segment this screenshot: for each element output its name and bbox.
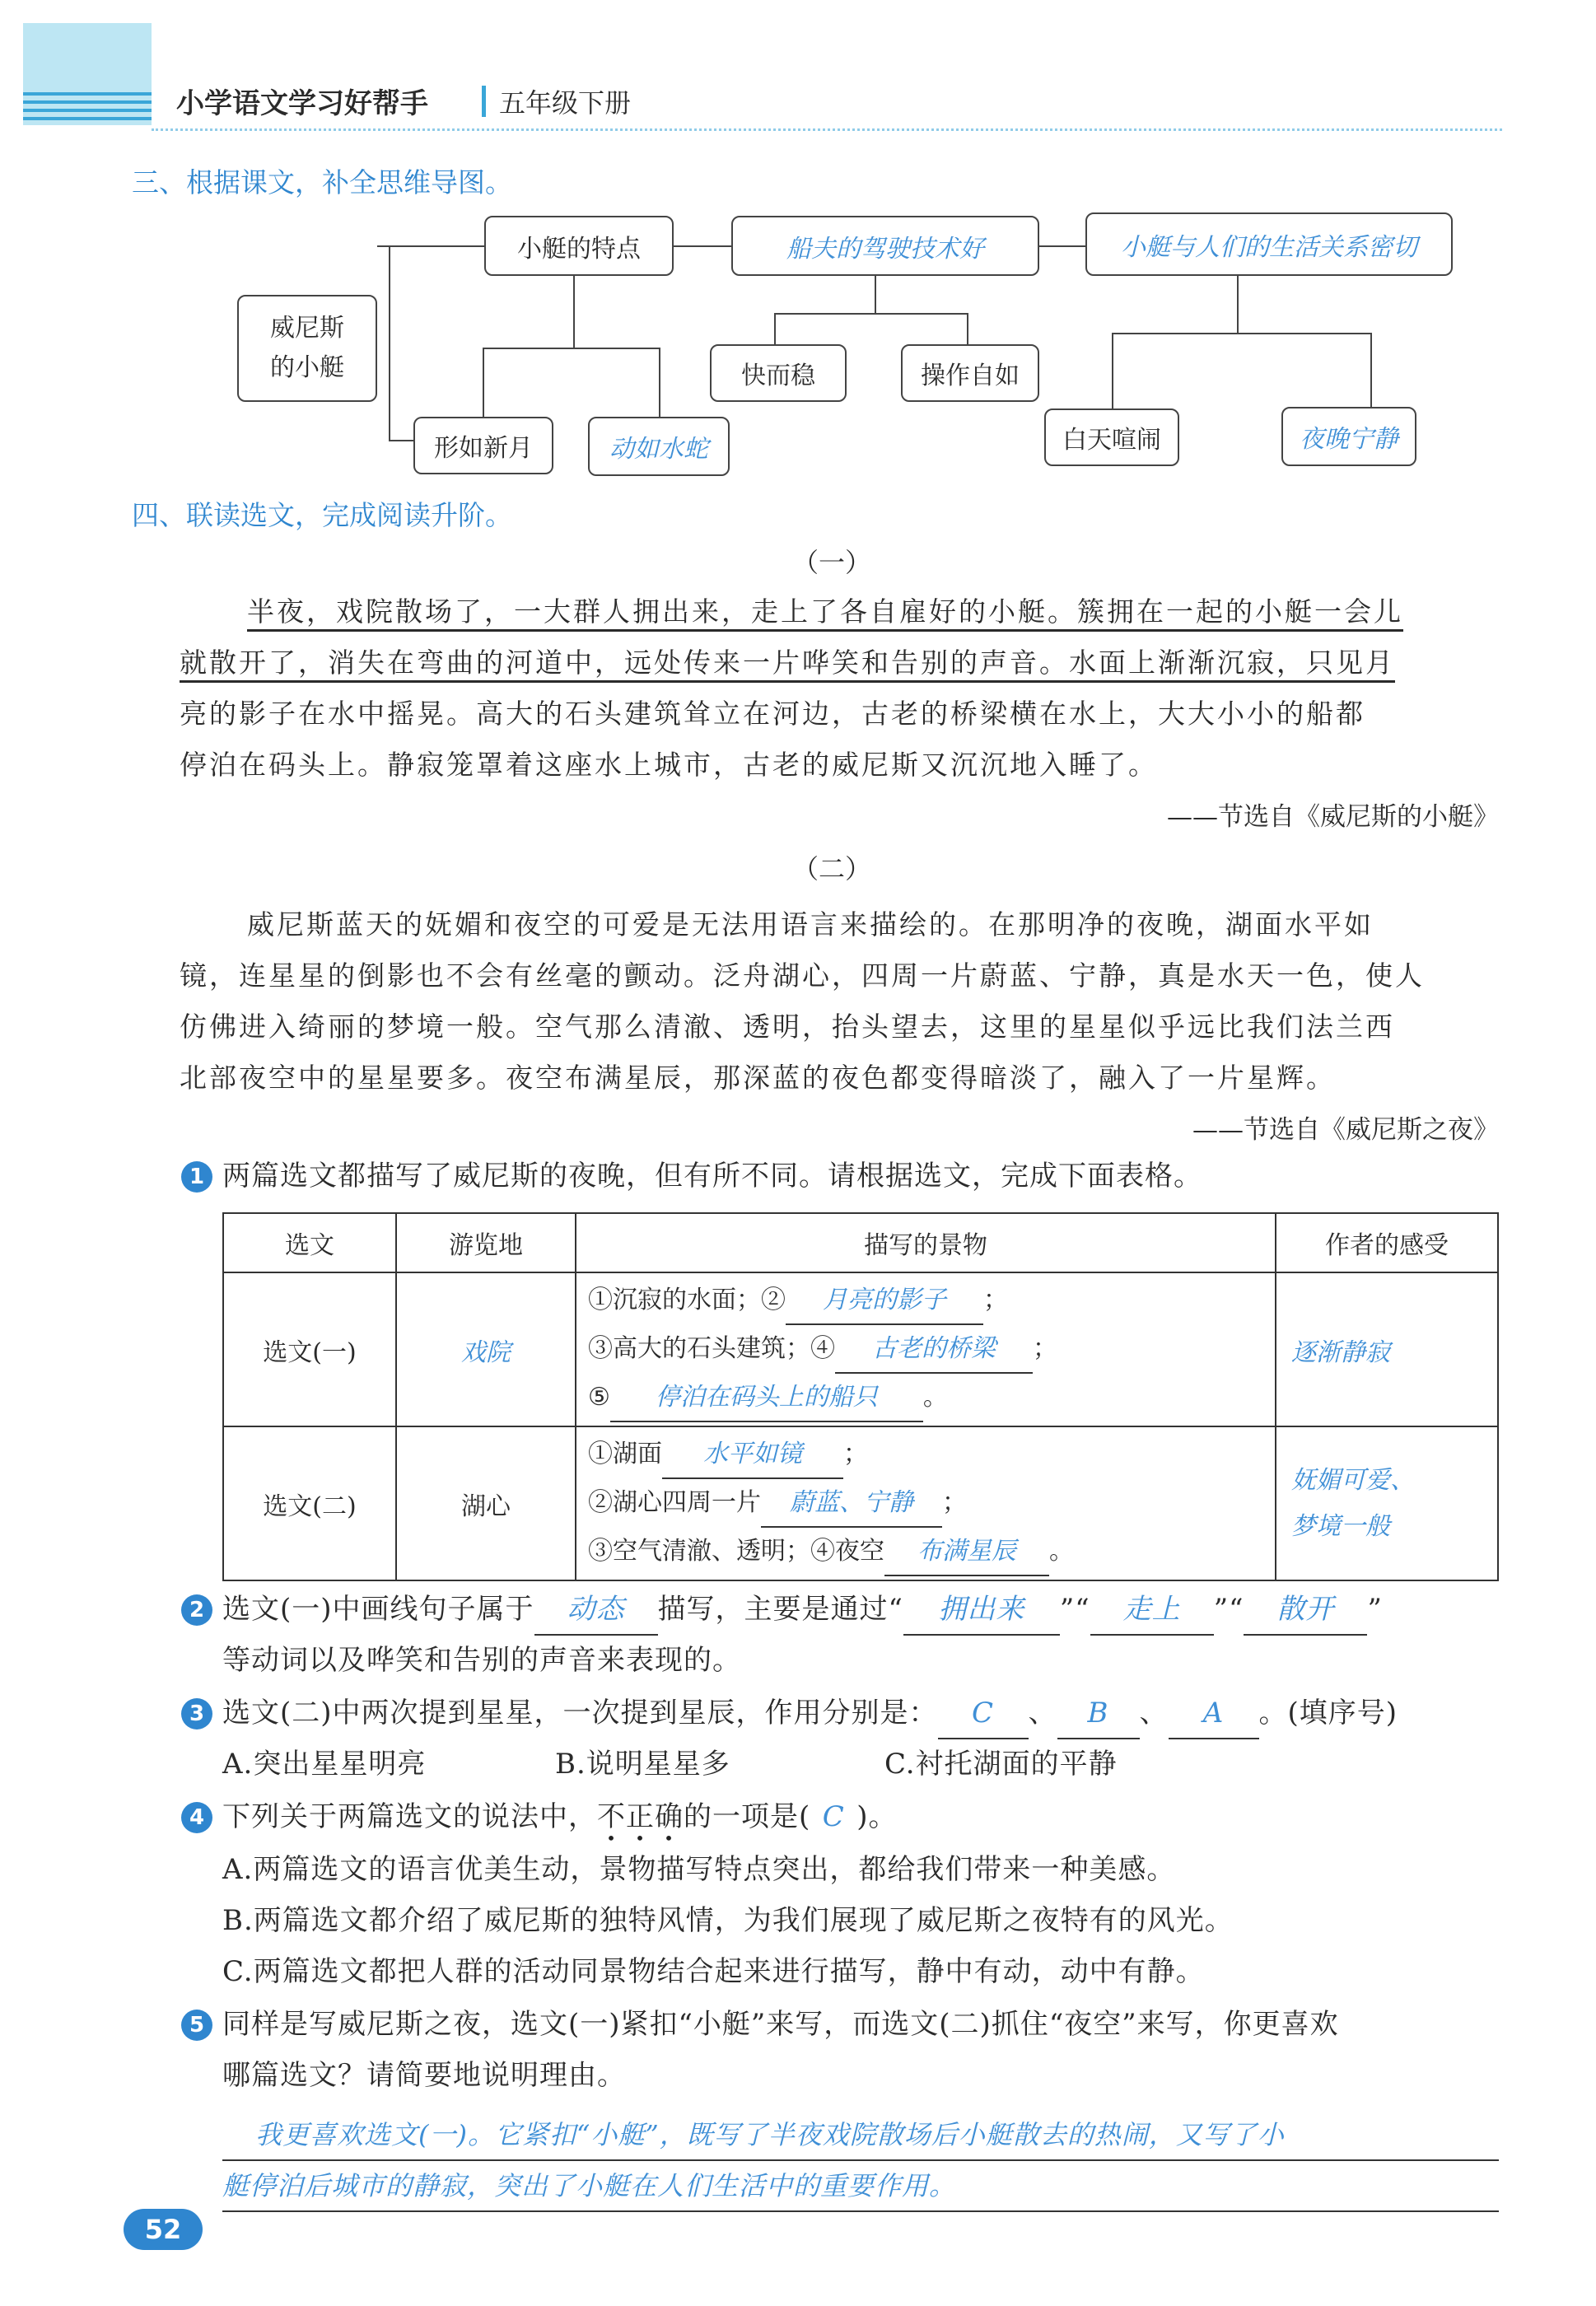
scenery-item: ②湖心四周一片 xyxy=(588,1488,761,1517)
question-2-text xyxy=(222,1585,1383,1636)
table-row xyxy=(223,1426,1498,1580)
answer-blank: 散开 xyxy=(1244,1585,1367,1636)
q4-option-a: A.两篇选文的语言优美生动，景物描写特点突出，都给我们带来一种美感。 xyxy=(222,1853,1176,1886)
question-3-text xyxy=(222,1688,1398,1739)
scenery-item: ③高大的石头建筑；④ xyxy=(588,1334,835,1363)
map-node-relation: 小艇与人们的生活关系密切 xyxy=(1085,212,1453,276)
passage-1-label: （一） xyxy=(791,547,871,578)
q4-text: 的一项是( xyxy=(684,1800,811,1833)
answer-blank: 月亮的影子 xyxy=(786,1277,983,1325)
question-5-answer-line1: 我更喜欢选文(一)。它紧扣“小艇”，既写了半夜戏院散场后小艇散去的热闹，又写了小 xyxy=(222,2110,1499,2161)
question-5-number: 5 xyxy=(181,2010,212,2041)
punct: ； xyxy=(843,1440,868,1468)
map-node-night: 夜晚宁静 xyxy=(1281,407,1416,466)
passage-2-line: 仿佛进入绮丽的梦境一般。空气那么清澈、透明，抬头望去，这里的星星似乎远比我们法兰西 xyxy=(180,1011,1395,1043)
question-2-number: 2 xyxy=(181,1594,212,1626)
map-line xyxy=(389,245,390,441)
map-node-free: 操作自如 xyxy=(901,344,1039,402)
q4-option-b: B.两篇选文都介绍了威尼斯的独特风情，为我们展现了威尼斯之夜特有的风光。 xyxy=(222,1904,1234,1937)
map-node-features: 小艇的特点 xyxy=(484,216,674,276)
map-node-day: 白天喧闹 xyxy=(1044,408,1179,466)
map-root-line2: 的小艇 xyxy=(270,353,344,382)
scenery-table xyxy=(222,1212,1499,1581)
question-5-answer-line2: 艇停泊后城市的静寂，突出了小艇在人们生活中的重要作用。 xyxy=(222,2161,1499,2212)
q3-text: 。(填序号) xyxy=(1258,1697,1398,1730)
map-root-line1: 威尼斯 xyxy=(270,314,344,343)
q3-sep: 、 xyxy=(1028,1697,1057,1730)
map-node-fast: 快而稳 xyxy=(710,344,847,402)
answer-blank: 古老的桥梁 xyxy=(835,1325,1033,1374)
table-header-row xyxy=(223,1213,1498,1272)
q4-emphasis: 不 xyxy=(597,1800,626,1833)
q3-option-a: A.突出星星明亮 xyxy=(222,1748,427,1781)
scenery-item: ①沉寂的水面；② xyxy=(588,1286,786,1314)
answer-blank: 拥出来 xyxy=(903,1585,1060,1636)
table-header: 游览地 xyxy=(396,1213,576,1272)
question-1-number: 1 xyxy=(181,1161,212,1193)
scenery-item: ①湖面 xyxy=(588,1440,662,1468)
map-line xyxy=(1370,333,1372,412)
q2-text: ” xyxy=(1367,1593,1383,1626)
question-5-line1: 同样是写威尼斯之夜，选文(一)紧扣“小艇”来写，而选文(二)抓住“夜空”来写，你更喜欢 xyxy=(222,2008,1339,2041)
page-number: 52 xyxy=(124,2209,203,2250)
question-5-line2: 哪篇选文？请简要地说明理由。 xyxy=(222,2059,626,2092)
map-line xyxy=(1112,333,1113,412)
answer-blank: C xyxy=(938,1688,1029,1739)
passage-1-line: 亮的影子在水中摇晃。高大的石头建筑耸立在河边，古老的桥梁横在水上，大大小小的船都 xyxy=(180,698,1365,730)
q2-text: ”“ xyxy=(1213,1593,1244,1626)
answer-blank: B xyxy=(1057,1688,1140,1739)
q4-text: )。 xyxy=(856,1800,898,1833)
q4-text: 下列关于两篇选文的说法中， xyxy=(222,1800,597,1833)
table-cell: 选文(二) xyxy=(223,1426,396,1580)
answer-blank: 水平如镜 xyxy=(662,1431,843,1479)
map-line xyxy=(1237,276,1239,334)
map-line xyxy=(389,440,413,441)
question-4-text xyxy=(222,1792,898,1842)
map-node-shape: 形如新月 xyxy=(413,417,553,474)
answer-blank: 走上 xyxy=(1090,1585,1214,1636)
scenery-item: ③空气清澈、透明；④夜空 xyxy=(588,1537,884,1566)
table-cell-scenery xyxy=(576,1272,1276,1426)
q3-text: 选文(二)中两次提到星星，一次提到星辰，作用分别是： xyxy=(222,1697,938,1730)
q4-option-c: C.两篇选文都把人群的活动同景物结合起来进行描写，静中有动，动中有静。 xyxy=(222,1955,1205,1988)
table-header: 描写的景物 xyxy=(576,1213,1276,1272)
table-cell-answer: 逐渐静寂 xyxy=(1276,1272,1498,1426)
passage-1-source: ——节选自《威尼斯的小艇》 xyxy=(1167,802,1499,832)
punct: ； xyxy=(983,1286,1008,1314)
map-line xyxy=(573,276,575,348)
passage-2-line: 北部夜空中的星星要多。夜空布满星辰，那深蓝的夜色都变得暗淡了，融入了一片星辉。 xyxy=(180,1062,1336,1094)
section-3-title: 三、根据课文，补全思维导图。 xyxy=(132,166,512,198)
passage-2-line: 威尼斯蓝天的妩媚和夜空的可爱是无法用语言来描绘的。在那明净的夜晚，湖面水平如 xyxy=(247,908,1374,941)
passage-2-line: 镜，连星星的倒影也不会有丝毫的颤动。泛舟湖心，四周一片蔚蓝、宁静，真是水天一色，使人 xyxy=(180,959,1425,992)
answer-blank: A xyxy=(1169,1688,1259,1739)
passage-2-label: （二） xyxy=(791,853,871,885)
map-line xyxy=(774,313,968,315)
q2-text: 选文(一)中画线句子属于 xyxy=(222,1593,534,1626)
map-line xyxy=(875,276,876,313)
q2-text: 描写，主要是通过“ xyxy=(657,1593,903,1626)
punct: ； xyxy=(1033,1334,1057,1363)
table-cell-answer: 戏院 xyxy=(396,1272,576,1426)
q3-option-b: B.说明星星多 xyxy=(555,1748,730,1781)
feeling-line: 妩媚可爱、 xyxy=(1291,1465,1415,1495)
answer-blank: 动态 xyxy=(534,1585,658,1636)
map-line xyxy=(1039,245,1085,247)
scenery-item: ⑤ xyxy=(588,1383,610,1412)
q3-sep: 、 xyxy=(1139,1697,1169,1730)
q4-emphasis: 确 xyxy=(655,1800,684,1833)
punct: 。 xyxy=(922,1383,948,1412)
table-header: 作者的感受 xyxy=(1276,1213,1498,1272)
passage-1-line: 就散开了，消失在弯曲的河道中，远处传来一片哗笑和告别的声音。水面上渐渐沉寂，只见月 xyxy=(180,647,1395,679)
answer-blank: 布满星辰 xyxy=(884,1528,1049,1576)
map-line xyxy=(674,245,731,247)
table-cell-scenery xyxy=(576,1426,1276,1580)
section-4-title: 四、联读选文，完成阅读升阶。 xyxy=(132,499,512,531)
table-cell: 湖心 xyxy=(396,1426,576,1580)
map-line xyxy=(483,348,660,349)
punct: 。 xyxy=(1049,1537,1074,1566)
map-line xyxy=(483,348,484,417)
table-row xyxy=(223,1272,1498,1426)
table-header: 选文 xyxy=(223,1213,396,1272)
q4-emphasis: 正 xyxy=(626,1800,655,1833)
book-grade: 五年级下册 xyxy=(499,87,632,119)
question-4-number: 4 xyxy=(181,1802,212,1833)
map-line xyxy=(659,348,660,423)
book-title: 小学语文学习好帮手 xyxy=(176,87,428,120)
map-line xyxy=(377,245,484,247)
passage-1-line: 半夜，戏院散场了，一大群人拥出来，走上了各自雇好的小艇。簇拥在一起的小艇一会儿 xyxy=(247,595,1403,628)
question-1-text: 两篇选文都描写了威尼斯的夜晚，但有所不同。请根据选文，完成下面表格。 xyxy=(222,1160,1202,1193)
table-cell: 选文(一) xyxy=(223,1272,396,1426)
passage-2-source: ——节选自《威尼斯之夜》 xyxy=(1192,1115,1499,1145)
q3-option-c: C.衬托湖面的平静 xyxy=(884,1748,1118,1781)
answer-blank: 停泊在码头上的船只 xyxy=(610,1374,923,1422)
answer-blank: 蔚蓝、宁静 xyxy=(761,1479,942,1528)
punct: ； xyxy=(942,1488,967,1517)
passage-1-line: 停泊在码头上。静寂笼罩着这座水上城市，古老的威尼斯又沉沉地入睡了。 xyxy=(180,749,1158,781)
map-line xyxy=(1112,333,1372,334)
map-root-node xyxy=(237,295,377,402)
map-node-move: 动如水蛇 xyxy=(588,417,730,476)
q4-answer: C xyxy=(822,1800,845,1833)
map-node-driver: 船夫的驾驶技术好 xyxy=(731,216,1039,276)
feeling-line: 梦境一般 xyxy=(1291,1511,1390,1541)
q2-text: ”“ xyxy=(1059,1593,1090,1626)
table-cell-answer xyxy=(1276,1426,1498,1580)
question-2-line2: 等动词以及哗笑和告别的声音来表现的。 xyxy=(222,1644,741,1677)
mind-map xyxy=(0,0,1596,511)
question-3-number: 3 xyxy=(181,1698,212,1730)
